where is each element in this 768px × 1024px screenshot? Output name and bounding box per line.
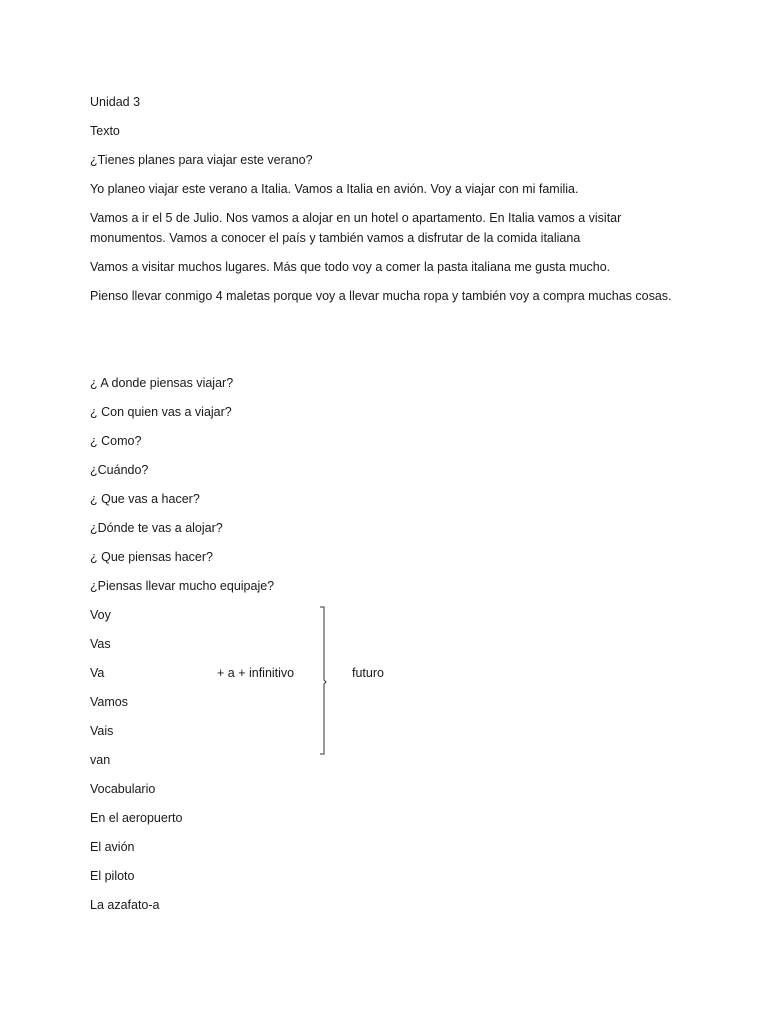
question-item: ¿ Que piensas hacer? [90,550,213,564]
vocabulary-heading: Vocabulario [90,782,156,796]
question-item: ¿ Que vas a hacer? [90,492,200,506]
question-item: ¿Cuándo? [90,463,149,477]
verb-form: Vas [90,637,111,651]
paragraph: Vamos a ir el 5 de Julio. Nos vamos a alojar en un hotel o apartamento. En Italia vamos a visitar monumentos. Vamos a conocer el país y también vamos a disfrutar de la comida italiana [90,211,622,245]
question-item: ¿ A donde piensas viajar? [90,376,234,390]
right-brace-bracket [318,606,332,756]
verb-form: Vais [90,724,114,738]
vocabulary-item: El piloto [90,869,135,883]
paragraph: Pienso llevar conmigo 4 maletas porque voy a llevar mucha ropa y también voy a compra muchas cosas. [90,289,672,303]
question-item: ¿ Con quien vas a viajar? [90,405,232,419]
verb-form: Va [90,666,105,680]
vocabulary-item: La azafato-a [90,898,160,912]
intro-question: ¿Tienes planes para viajar este verano? [90,153,313,167]
question-item: ¿ Como? [90,434,142,448]
grammar-formula: + a + infinitivo [217,666,295,680]
paragraph: Yo planeo viajar este verano a Italia. Vamos a Italia en avión. Voy a viajar con mi familia. [90,182,579,196]
verb-form: Vamos [90,695,128,709]
question-item: ¿Dónde te vas a alojar? [90,521,223,535]
vocabulary-item: En el aeropuerto [90,811,183,825]
unit-heading: Unidad 3 [90,95,141,109]
vocabulary-item: El avión [90,840,135,854]
grammar-result: futuro [352,666,384,680]
paragraph: Vamos a visitar muchos lugares. Más que todo voy a comer la pasta italiana me gusta mucho. [90,260,611,274]
section-heading: Texto [90,124,120,138]
verb-form: van [90,753,111,767]
verb-form: Voy [90,608,111,622]
question-item: ¿Piensas llevar mucho equipaje? [90,579,275,593]
